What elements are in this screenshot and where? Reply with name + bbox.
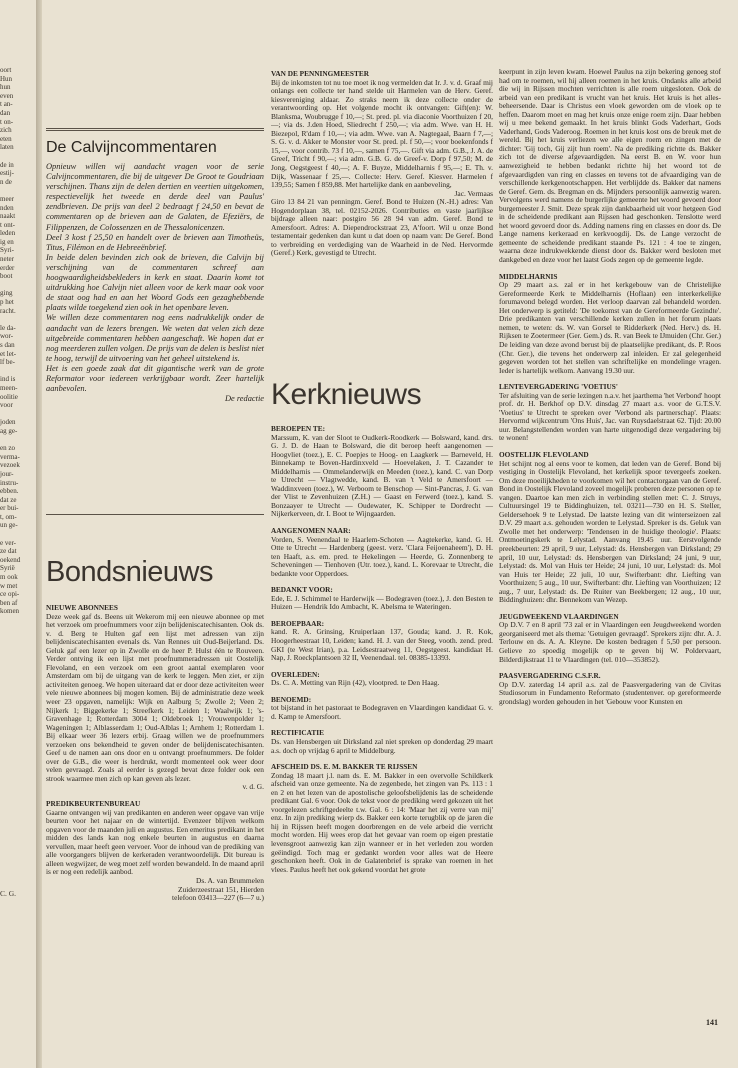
fragment-line: vezoek: [0, 461, 20, 470]
fragment-line: laten: [0, 143, 14, 152]
box-paragraph: Deel 3 kost f 25,50 en handelt over de brieven aan Timotheüs, Titus, Filémon en de Hebreeënbrief.: [46, 232, 264, 252]
fragment-line: w met: [0, 581, 18, 590]
fragment-line: [0, 410, 35, 419]
section-text: kand. R. A. Grinsing, Kruiperlaan 137, Gouda; kand. J. R. Kok, Hoogerheestraat 10, Leiden; kand. H. J. van der Steeg, vooth. zend. pred. GKI (te West Irian), p.a. Leidsestraatweg 11, Oegstgeest. kandidaat H. Nap, J. Roeckplantsoen 32 II, Veenendaal. tel. 08385-13393.: [271, 627, 493, 663]
section-text: Op D.V. 7 en 8 april '73 zal er in Vlaardingen een Jeugdweekend worden georganiseerd met als thema: 'Getuigen gevraagd'. Sprekers zijn: dhr. A. J. Terlouw en ds. A. A. Kleyne. De kosten bedragen f 5,50 per persoon. Gelieve zo spoedig mogelijk op te geven bij W. Poldervaart, Bilderdijkstraat 11 te Vlaardingen (tel. 010—353852).: [499, 620, 721, 664]
fragment-line: dan: [0, 108, 11, 117]
fragment-line: oolitie: [0, 392, 18, 401]
fragment-line: estij-: [0, 169, 14, 178]
section-heading: VAN DE PENNINGMEESTER: [271, 70, 369, 78]
section-heading: JEUGDWEEKEND VLAARDINGEN: [499, 611, 619, 621]
fragment-line: ze dat: [0, 547, 17, 556]
section-heading: LENTEVERGADERING 'VOETIUS': [499, 382, 618, 392]
calvijn-commentaren-box: [46, 128, 264, 515]
fragment-line: lf be-: [0, 358, 15, 367]
section-heading: MIDDELHARNIS: [499, 271, 558, 281]
section-text: Ds. C. A. Metting van Rijn (42), vlootpred. te Den Haag.: [271, 678, 440, 688]
fragment-line: naakt: [0, 212, 16, 221]
fragment-line: ebben.: [0, 487, 19, 496]
bondsnieuws-column: [46, 600, 264, 1032]
fragment-line: meen-: [0, 383, 18, 392]
section-text: Giro 13 84 21 van penningm. Geref. Bond te Huizen (N.-H.) adres: Van Hogendorplaan 38, tel. 02152-2026. Contributies en vaste jaarlijkse bijdrage alleen naar: postgiro 56 28 94 van adm. Geref. Bond te Amersfoort. Adres: A. Diependrockstraat 23, A'foort. Wil u onze Bond testamentair gedenken dan kunt u dat doen op naam van: De Geref. Bond to verbreiding en verdediging van de Waarheid in de Ned. Hervormde (Geref.) Kerk, gevestigd te Utrecht.: [271, 197, 493, 258]
fragment-line: t an-: [0, 100, 13, 109]
kerknieuws-title: Kerknieuws: [271, 378, 422, 411]
fragment-line: e ver-: [0, 538, 16, 547]
fragment-line: m ook: [0, 573, 18, 582]
fragment-line: [0, 315, 35, 324]
section-heading: NIEUWE ABONNEES: [46, 603, 118, 612]
fragment-line: [0, 186, 35, 195]
fragment-line: n de: [0, 177, 12, 186]
fragment-line: [0, 436, 35, 445]
fragment-line: leden: [0, 229, 16, 238]
section-heading: AANGENOMEN NAAR:: [271, 526, 351, 536]
fragment-line: [0, 281, 35, 290]
box-body: [46, 162, 264, 404]
section-text: Het schijnt nog al eens voor te komen, dat leden van de Geref. Bond bij vestiging in Oostelijk Flevoland, het kerkelijk spoor tevergeefs zoeken. Om deze moeilijkheden te voorkomen wil het contactorgaan van de Geref. Bond in Oostelijk Flevoland zoveel mogelijk proberen deze personen op te vangen. Daartoe kan men zich in verbinding stellen met: C. J. Struys, Cultuursingel 19 te Biddinghuizen, tel. 03211—730 en H. S. Steller, Geldersehoek 9 te Lelystad. De laatste lezing van dit winterseizoen zal D.V. 29 maart a.s. gehouden worden te Lelystad. Spreker is ds. Geluk van Zwolle met het onderwerp: 'Tendensen in de huidige theologie'. Plaats: Ontmoetingskerk te Lelystad. Aanvang 19.45 uur. Eerstvolgende preekbeurten: 29 april, 9 uur, Lelystad: ds. Hensbergen van Dirksland; 29 april, 10 uur, Lelystad: ds. Hensbergen van Dirksland; 24 juni, 9 uur, Lelystad: ds. Mol van Huis ter Heide; 24 juni, 10 uur, Lelystad: ds. Mol van Huis ter Heide; 22 juli, 10 uur, Swifterbant: dhr. Liefting van Voorthuizen; 5 aug., 10 uur, Swifterbant: dhr. Liefting van Voorthuizen; 12 aug., 7 uur, Lelystad: ds. De Ruiter van Beekbergen; 12 aug., 10 uur, Biddinghuizen: dhr. Bennekom van Wezep.: [499, 458, 721, 605]
fragment-line: ind is: [0, 375, 16, 384]
fragment-line: p het: [0, 298, 14, 307]
section-heading: AFSCHEID DS. E. M. BAKKER TE RIJSSEN: [271, 762, 418, 772]
right-column: [499, 68, 721, 1008]
fragment-line: even: [0, 91, 14, 100]
box-title: De Calvijncommentaren: [46, 139, 217, 156]
fragment-line: [0, 367, 35, 376]
fragment-line: oort: [0, 66, 12, 74]
kerknieuws-column: [271, 425, 493, 1045]
fragment-line: racht.: [0, 306, 16, 315]
section-text: Deze week gaf ds. Beens uit Wekerom mij een nieuwe abonnee op met het verzoek om proefnummers voor zijn belijdeniscatechisanten. Ook ds. v. d. Berg te Hulten gaf een lijst met adressen van zijn belijdeniscatechisanten evenals ds. Van Rennes uit Oud-Beijerland. Ds. Geluk gaf een lezer op in Zwolle en de heer P. Hulst één te Rouveen. Verder ontving ik een lijst met proefnummeradressen uit Oostelijk Flevoland, en een verzoek om een groot aantal exemplaren voor Amsterdam om bij de uitgang van de kerk te leggen. Men ziet, er zijn activiteiten genoeg. We hopen uiteraard dat er door deze activiteiten weer vele nieuwe abonnees bij mogen komen. Bij de administratie deze week weer 23 opgaven, namelijk: Wijk en Aalburg 5; Zwolle 2; Veen 2; Nijkerk 1; Biggekerke 1; Streefkerk 1; Leiden 1; Waalwijk 1; 's-Gravenhage 1; Rotterdam 3004 1; Oldebroek 1; Vrouwenpolder 1; Wageningen 1; Alblasserdam 1; Oud-Alblas 1; Arnhem 1; Rotterdam 1. Bij elkaar weer 36 lezers erbij. Graag willen we de proefnummers verzoeken ons bekendheid te geven onder de belijdeniscatechisanten. Geef u de namen aan ons door en u ontvangt proefnummers. De folder over de G.B., die weer is herdrukt, wordt momenteel ook weer door velen gevraagd. Zoals al eerder is gezegd bevat deze folder ook een strook waarmee men zich op kan geven als lezer.: [46, 611, 264, 783]
fragment-line: ging: [0, 289, 13, 298]
fragment-line: zich: [0, 126, 12, 135]
previous-page-signature: C. G.: [0, 890, 17, 898]
section-heading: OOSTELIJK FLEVOLAND: [499, 449, 589, 459]
fragment-line: jour-: [0, 469, 14, 478]
fragment-line: de in: [0, 160, 14, 169]
fragment-line: er bui-: [0, 504, 19, 513]
section-heading: BEROEPBAAR:: [271, 618, 325, 628]
fragment-line: nden: [0, 203, 14, 212]
fragment-line: eten: [0, 134, 12, 143]
section-heading: BEROEPEN TE:: [271, 425, 325, 433]
fragment-line: ce opi-: [0, 590, 20, 599]
fragment-line: s dan: [0, 341, 15, 349]
box-signature: De redactie: [225, 394, 264, 404]
fragment-line: en zo: [0, 444, 15, 453]
fragment-line: instru-: [0, 478, 19, 487]
fragment-line: t, om-: [0, 512, 17, 521]
fragment-line: erder: [0, 263, 15, 272]
previous-page-fragment: [0, 66, 35, 626]
section-heading: PREDIKBEURTENBUREAU: [46, 799, 141, 809]
fragment-line: boot: [0, 272, 13, 281]
fragment-line: [0, 152, 35, 161]
section-text: Marssum, K. van der Sloot te Oudkerk-Roodkerk — Bolsward, kand. drs. G. J. D. de Haan te Bolsward, die dit beroep heeft aangenomen — Hoogvliet (toez.), E. C. Poepjes te Hoog- en Laagkerk — Barneveld, H. Binnekamp te Boven-Hardinxveld — Hoevelaken, J. T. Cazander te Middelharnis — Ommelanderwijk en Meeden (toez.), kand. C. van Dorp te Utrecht — Vlagtwedde, kand. B. van 't Veld te Amersfoort — Waddinxveen (toez.), W. Verboom te Benschop — Sint-Pancras, J. G. van der Vlist te Zevenhuizen (Z.H.) — Gaast en Ferwerd (toez.), kand. S. Bonzaayer te Utrecht — Oudewater, K. Schipper te Dordrecht — Nijkerkerveen, dr. I. Boot te Wijngaarden.: [271, 432, 493, 519]
section-signature: Ds. A. van Brummelen Zuiderzeestraat 151, Hierden telefoon 03413—227 (6—7 u.): [172, 875, 264, 903]
section-heading: OVERLEDEN:: [271, 669, 320, 679]
page-gutter: [36, 0, 42, 1068]
section-text: Op D.V. zaterdag 14 april a.s. zal de Paasvergadering van de Civitas Studiosorum in Fundamento Reformato (studentenver. op gereformeerde grondslag) worden gehouden in het 'Gebouw voor Kunsten en: [499, 679, 721, 706]
section-signature: Jac. Vermaas: [454, 188, 493, 198]
fragment-line: ag ge-: [0, 426, 18, 435]
box-paragraph: In beide delen bevinden zich ook de brieven, die Calvijn bij verschijning van de commentaren schreef aan hoogwaardigheidsbekleders in kerk en staat. Daarin komt tot uitdrukking hoe Calvijn niet alleen voor de kerk maar ook voor de staat oog had en aan het Woord Gods een gezaghebbende plaats wilde toegekend zien ook in het openbare leven.: [46, 252, 264, 313]
fragment-line: neter: [0, 255, 14, 264]
fragment-line: Syri-: [0, 246, 14, 255]
fragment-line: verma-: [0, 452, 20, 461]
fragment-line: voor: [0, 401, 13, 410]
section-text: Op 29 maart a.s. zal er in het kerkgebouw van de Christelijke Gereformeerde Kerk te Middelharnis (Hoflaan) een interkerkelijke forumavond belegd worden. Het verloop daarvan zal behandeld worden. Het onderwerp is getiteld: 'De toekomst van de Gereformeerde Gezindte'. Drie predikanten van verschillende kerken zullen in het forum plaats nemen, te weten: ds. W. van Gorsel te Ridderkerk (Ned. Herv.) ds. H. Rijksen te Zoetermeer (Ger. Gem.) ds. R. van Beek te IJmuiden (Chr. Ger.) De leiding van deze avond berust bij de plaatselijke predikant, ds. P. Roos (Chr. Ger.), die tevens het onderwerp zal inleiden. Er zal gelegenheid gegeven worden tot het stellen van schriftelijke en mondelinge vragen. Ieder is hartelijk welkom. Aanvang 19.30 uur.: [499, 280, 721, 375]
fragment-line: meer: [0, 194, 14, 203]
bondsnieuws-title: Bondsnieuws: [46, 556, 213, 588]
section-text: Ede, E. J. Schimmel te Harderwijk — Bodegraven (toez.), J. den Besten te Huizen — Hendrik Ido Ambacht, K. Abelsma te Wateringen.: [271, 593, 493, 612]
section-text: Ds. van Hensbergen uit Dirksland zal niet spreken op donderdag 29 maart a.s. doch op vrijdag 6 april te Middelburg.: [271, 736, 493, 755]
fragment-line: komen: [0, 607, 20, 616]
fragment-line: dat ze: [0, 495, 17, 504]
penningmeester-column: [271, 70, 493, 370]
fragment-line: le da-: [0, 323, 16, 332]
fragment-line: t ont-: [0, 220, 15, 229]
section-text: keerpunt in zijn leven kwam. Hoewel Paulus na zijn bekering genoeg stof had om te roemen, wil hij alleen roemen in het kruis. Ondanks alle arbeid die wij in Rijssen mochten verrichten is alle roem uitgesloten. Ook de arbeid van een predikant is vrucht van het kruis. Het kruis is het alles-beheersende. Daar is Christus een vloek geworden om de vloek op te heffen. Daarom moet en mag het kruis onze enige roem zijn. Daar hebben wij u mee bekend gemaakt. In het kruis blinkt Gods Vaderhart, Gods Vaderhand, Gods Vaderoog. Roemen in het kruis kost ons de breuk met de wereld. Bij het kruis verliezen we alle eigen roem en zingen met de dichter: 'Gij toch, Gij zijt hun roem'. Na de prediking richtte ds. Bakker zich tot de diverse afgevaardigden. Na eerst B. en W. voor hun aanwezigheid te hebben bedankt richtte hij het woord tot de afgevaardigden van ring en classes en tevens tot de afvaardiging van de verschillende kerkgenootschappen. Het verblijdde ds. Bakker dat namens de Geref. Gem. ds. Bregman en ds. Mijnders persoonlijk aanwezig waren. Vervolgens werd namens de burgerlijke gemeente het woord gevoerd door burgemeester J. Smit. Deze sprak zijn dankbaarheid uit voor hetgeen God in de scheidende predikant aan Rijssen had geschonken. Tenslotte werd het woord gevoerd door ds. Adding namens ring en classes en door ds. De Lange namens kerkeraad en kerkvoogdij. Ds. de Lange verzocht de gemeente de scheidende predikant staande Ps. 121 : 4 toe te zingen, waarna deze indrukwekkende dienst door ds. Bakker werd besloten met dankgebed en deze voor het laatst Gods zegen op de gemeente legde.: [499, 68, 721, 265]
section-text: Ter afsluiting van de serie lezingen n.a.v. het jaarthema 'het Verbond' hoopt prof. dr. H. Berkhof op D.V. dinsdag 27 maart a.s. voor de G.T.S.V. 'Voetius' te Utrecht te spreken over 'Verbond als partnerschap'. Plaats: Hervormd wijkcentrum 'Ons Huis', Jac. van Ruysdaelstraat 62. Tijd: 20.00 uur. Belangstellenden worden van harte uitgenodigd deze vergadering bij te wonen!: [499, 390, 721, 443]
section-heading: RECTIFICATIE: [271, 728, 324, 738]
section-text: tot bijstand in het pastoraat te Bodegraven en Vlaardingen kandidaat G. v. d. Kamp te Amersfoort.: [271, 703, 493, 721]
fragment-line: Hun: [0, 74, 13, 83]
section-text: Gaarne ontvangen wij van predikanten en anderen weer opgave van vrije beurten voor het najaar en de wintertijd. Evenzeer blijven welkom opgaven voor de maanden juli en augustus. Een emeritus predikant in het midden des lands kan nog enkele beurten in augustus en daarna vervullen, maar heeft geen vervoer. Voor de inhoud van de prediking van alle voorgangers blijven de kerkeraden verantwoordelijk. Dit bureau is alleen wegwijzer, de weg moet zelf worden bewandeld. In de maand april is er nog een redelijk aanbod.: [46, 807, 264, 877]
box-paragraph: Het is een goede zaak dat dit gigantische werk van de grote Reformator voor iedereen verkrijgbaar wordt. Zeer hartelijk aanbevolen.: [46, 363, 264, 394]
section-text: Vorden, S. Veenendaal te Haarlem-Schoten — Aagtekerke, kand. G. H. Otte te Utrecht — Hardenberg (geest. verz. 'Clara Feijoenaheem'), D. H. ten Haaft, a.s. em. pred. te Hekelingen — Heerde, G. Zonnenberg te Scheveningen — Tienhoven (Utr. toez.), kand. L. Korevaar te Utrecht, die bedankte voor Opperdoes.: [271, 534, 493, 578]
fragment-line: Syrië: [0, 564, 15, 573]
fragment-line: hun: [0, 83, 11, 92]
section-heading: BENOEMD:: [271, 694, 312, 704]
fragment-line: et let-: [0, 349, 17, 358]
section-text: Bij de inkomsten tot nu toe moet ik nog vermelden dat Ir. J. v. d. Graaf mij onlangs een collecte ter hand stelde uit Harmelen van de Herv. Geref. kiesvereniging aldaar. Zo straks neem ik deze collecte onder de verantwoording op. Het volgende mocht ik ontvangen: Gift(en): W. Blanksma, Woubrugge f 10,—; St. pred. pl. via diaconie Voorthuizen f 20,—; via ds. J.den Hoed, Sliedrecht f 250,—; via adm. Wwe. van H. H. Biezepol, R'dam f 10,—; via adm. Wwe. van A. Nagtegaal, Baarn f 7,—; S. G. v. d. Akker te Monster voor St. pred. pl. f 50,—; voor boekenfonds f 15,—, voor contrib. 73 f 10,—, samen f 75,—. Gift via adm. G.B., J. A. de Greef, Tricht f 90,—; via adm. G.B. G. de Greef-v. Dorp f 97,50; M. de Jong, Oegstgeest f 40,—; A. F. Buyze, Middelharnis f 95,—; E. Th. v. Dijk, Wassenaar f 25,—. Collecte: Herv. Geref. Kiesver. Harmelen f 139,55; Samen f 859,88. Met hartelijke dank en aanbeveling,: [271, 77, 493, 190]
fragment-line: [0, 530, 35, 539]
section-signature: v. d. G.: [242, 782, 264, 792]
box-paragraph: We willen deze commentaren nog eens nadrukkelijk onder de aandacht van de lezers brengen. We weten dat velen zich deze uitgebreide commentaren hebben aangeschaft. We hopen dat er nog meerderen zullen volgen. De prijs van de delen is beslist niet te hoog, terwijl de uitvoering van het geheel uitstekend is.: [46, 313, 265, 363]
fragment-line: oekend: [0, 555, 21, 564]
fragment-line: ben af: [0, 598, 18, 607]
page-number: 141: [706, 1018, 718, 1027]
fragment-line: wor-: [0, 332, 14, 341]
fragment-line: un ge-: [0, 521, 18, 530]
fragment-line: t on-: [0, 117, 14, 126]
box-paragraph: Opnieuw willen wij aandacht vragen voor de serie Calvijncommentaren, die bij de uitgever De Groot te Goudriaan verschijnen. Thans zijn de delen dertien en veertien uitgekomen, respectievelijk het tweede en derde deel van Paulus' zendbrieven. De prijs van deel 2 bedraagt f 24,50 en bevat de commentaren op de brieven aan de Galaten, de Efeziërs, de Filippenzen, de Colossenzen en de Thessalonicenzen.: [46, 162, 264, 232]
section-heading: PAASVERGADERING C.S.F.R.: [499, 671, 601, 681]
section-text: Zondag 18 maart j.l. nam ds. E. M. Bakker in een overvolle Schildkerk afscheid van onze gemeente. Na de zegenbede, het zingen van Ps. 113 : 1 en 2 en het lezen van de apostolische geloofsbelijdenis las de scheidende predikant Gal. 6 voor. Ook de tekst voor de prediking werd gekozen uit het voorgelezen schriftgedeelte t.w. Gal. 6 : 14: 'Maar het zij verre van mij' enz. In zijn prediking wierp ds. Bakker een korte terugblik op de jaren die hij in Rijssen heeft mogen doorbrengen en de vele arbeid die verricht mocht worden. Hij wees erop dat het gevaar van roem op eigen prestatie levensgroot aanwezig kan zijn wanneer er in het verleden zou worden geëindigd. Toch mag er gedankt worden voor alles wat de Heere geschonken heeft. Ook in de Galatenbrief is sprake van roemen in het vlees. Paulus heeft het ook gekend voordat het grote: [271, 770, 493, 874]
fragment-line: ig en: [0, 237, 14, 246]
section-heading: BEDANKT VOOR:: [271, 585, 333, 595]
fragment-line: joden: [0, 418, 16, 427]
